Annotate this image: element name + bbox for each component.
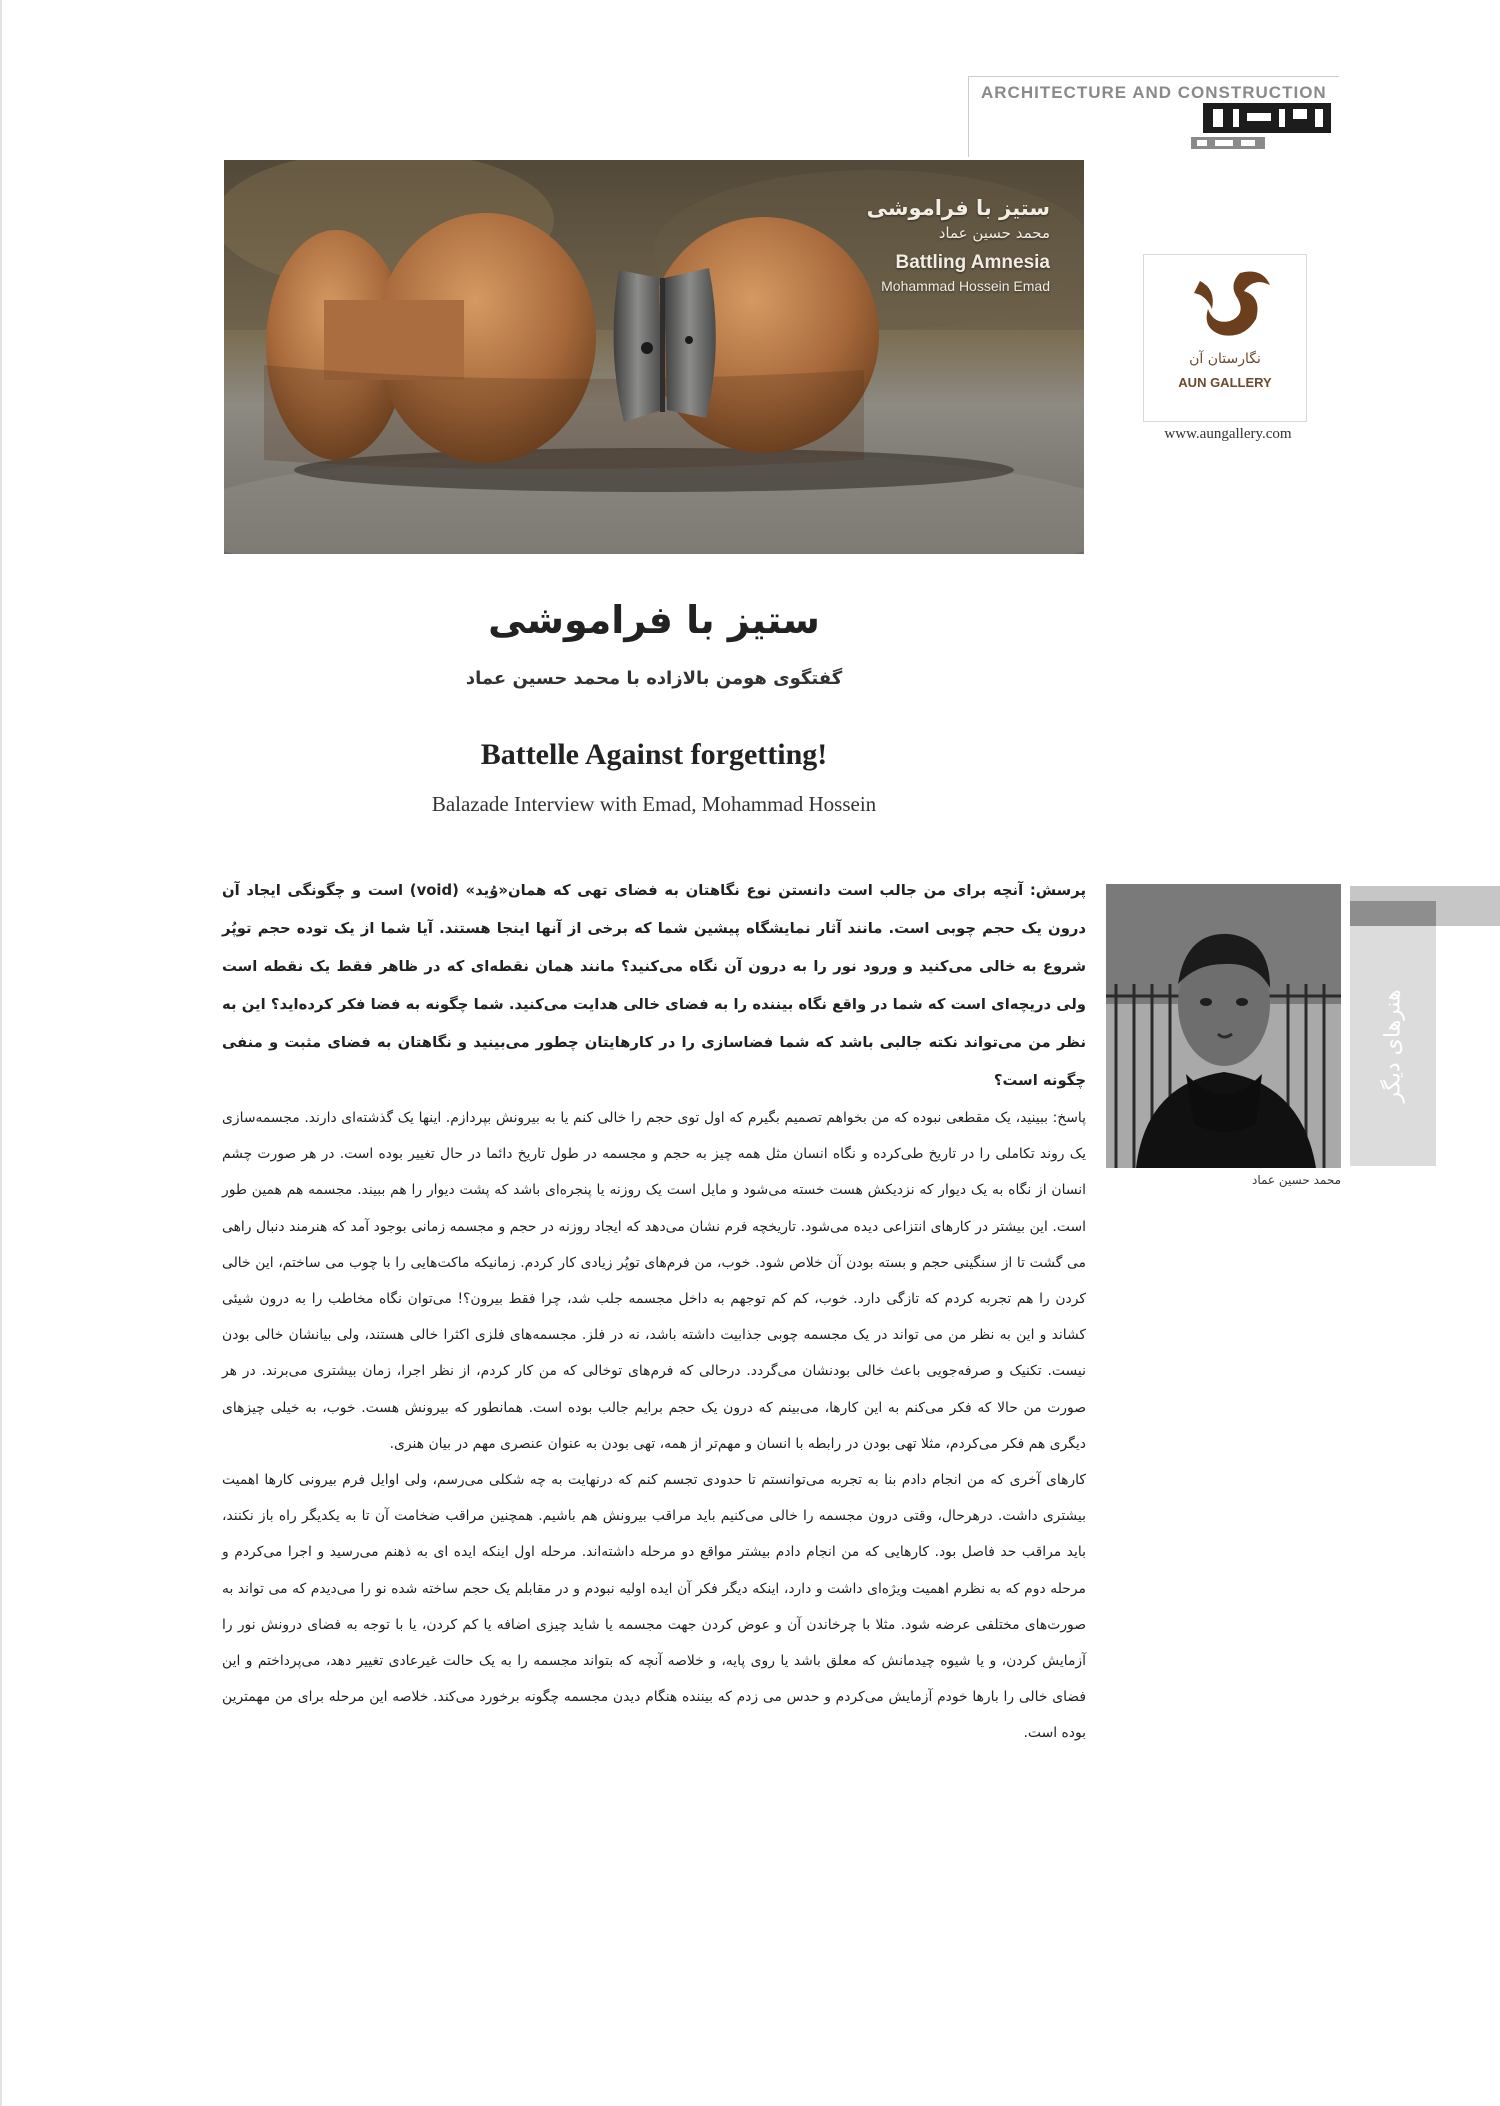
interview-answer-paragraph-2: کارهای آخری که من انجام دادم بنا به تجربه می‌توانستم تا حدودی تجسم کنم که درنهایت به چه شکلی می‌رسم، ولی اوایل فرم بیرونی کارها اهمیت بیشتری داشت. درهرحال، وقتی درون مجسمه را خالی می‌کنیم باید مراقب بیرونش هم باشیم. همچنین مراقب ضخامت آن تا به یکدیگر راه باز نکنند، باید مراقب حد فاصل بود. کارهایی که من انجام دادم بیشتر مواقع دو مرحله داشته‌اند. مرحله اول اینکه ایده ای به ذهنم می‌رسید و اجرا می‌کردم و مرحله دوم که به نظرم اهمیت ویژه‌ای داشت و دارد، اینکه دیگر فکر آن ایده اولیه نبودم و در مقابلم یک حجم ساخته شده نو را می‌دیدم که می تواند به صورت‌های مختلفی عرضه شود. مثلا با چرخاندن آن و عوض کردن جهت مجسمه یا شاید چیزی اضافه یا کم کردن، یا با توجه به فضای درونش نور را آزمایش کردن، و یا شیوه چیدمانش که معلق باشد یا روی پایه، و خلاصه آنچه که بتواند مجسمه را به یک حالت غیرعادی تغییر دهد، می‌پرداختم و این فضای خالی را بارها خودم آزمایش می‌کردم و حدس می زدم که بیننده هنگام دیدن مجسمه چگونه برخورد می‌کند. خلاصه این مرحله برای من مهمترین بوده است. <box>222 1472 1086 1742</box>
article-title-fa: ستیز با فراموشی <box>488 598 820 642</box>
gallery-name-fa: نگارستان آن <box>1189 351 1261 367</box>
section-tab-label: هنرهای دیگر <box>1380 989 1406 1103</box>
hero-caption-title-fa: ستیز با فراموشی <box>866 196 1050 220</box>
hero-caption-artist-en: Mohammad Hossein Emad <box>881 278 1050 294</box>
masthead-english-title: ARCHITECTURE AND CONSTRUCTION <box>981 83 1327 102</box>
hero-caption-artist-fa: محمد حسین عماد <box>938 224 1050 242</box>
article-title-en: Battelle Against forgetting! <box>480 738 828 771</box>
page-edge <box>0 0 2 2106</box>
section-tab-accent <box>1350 901 1436 926</box>
hero-caption-title-en: Battling Amnesia <box>895 252 1050 273</box>
portrait-illustration <box>1106 884 1341 1168</box>
article-body <box>222 872 1086 1752</box>
article-subtitle-en: Balazade Interview with Emad, Mohammad Hossein <box>431 792 877 816</box>
hero-photo <box>224 160 1084 554</box>
gallery-logo <box>1143 254 1307 422</box>
portrait-caption: محمد حسین عماد <box>1251 1173 1341 1187</box>
interview-answer-paragraph-1: پاسخ: ببینید، یک مقطعی نبوده که من بخواهم تصمیم بگیرم که اول توی حجم را خالی کنم یا به بیرونش بپردازم. اینها یک گذشته‌ای دارند. مجسمه‌سازی یک روند تکاملی را در تاریخ طی‌کرده و نگاه انسان مثل همه چیز به حجم و مجسمه در طول تاریخ دائما در حال تغییر بوده است. در هر صورت چشم انسان از نگاه به یک دیوار که نزدیکش هست خسته می‌شود و مایل است یک روزنه یا پنجره‌ای باشد که پشت دیوار را هم ببیند. مجسمه هم همین طور است. این بیشتر در کارهای انتزاعی دیده می‌شود. تاریخچه فرم نشان می‌دهد که ایجاد روزنه در حجم و مجسمه زمانی بوجود آمد که هنرمند دنبال راهی می گشت تا از سنگینی حجم و بسته بودن آن خلاص شود. خوب، من فرم‌های توپُر زیادی کار کردم. زمانیکه ماکت‌هایی را با چوب می ساختم، این خالی کردن را هم تجربه کردم که تازگی دارد. خوب، کم کم توجهم به داخل مجسمه جلب شد، چرا فقط بیرون؟! می‌توان نگاه مخاطب را به درون شیئی کشاند و این به نظر من می تواند در یک مجسمه چوبی جذابیت داشته باشد، نه در فلز. مجسمه‌های فلزی اکثرا خالی هستند، ولی بیانشان خالی بودن نیست. تکنیک و صرفه‌جویی باعث خالی بودنشان می‌گردد. درحالی که فرم‌های توخالی که من کار کردم، از نظر اجرا، زمان بیشتری می‌برند. در هر صورت من حالا که فکر می‌کنم به این کارها، می‌بینم که درون یک حجم برایم جالب بوده است. همانطور که بیرونش هست. خوب، به خیلی چیزهای دیگری هم فکر می‌کردم، مثلا تهی بودن در رابطه با انسان و مهم‌تر از همه، تهی بودن به عنوان عنصری مهم در بیان هنری. <box>222 1110 1086 1452</box>
gallery-name-en: AUN GALLERY <box>1178 375 1272 390</box>
gallery-emblem-icon <box>1144 255 1306 351</box>
magazine-logo <box>1189 101 1337 157</box>
interview-question: پرسش: آنچه برای من جالب است دانستن نوع نگاهتان به فضای تهی که همان«وُید» (void) است و چگونگی ایجاد آن درون یک حجم چوبی است. مانند آثار نمایشگاه پیشین شما که برخی از آنها اینجا هستند. آیا شما از یک توده حجم توپُر شروع به خالی می‌کنید و ورود نور را به درون آن نگاه می‌کنید؟ مانند همان نقطه‌ای که در ظاهر فقط یک نقطه است ولی دریچه‌ای است که شما در واقع نگاه بیننده را به فضای خالی هدایت می‌کنید. شما چگونه به فضا فکر کرده‌اید؟ این به نظر من می‌تواند نکته جالبی باشد که شما فضاسازی را در کارهایتان چطور می‌بینید و نگاهتان به فضای مثبت و منفی چگونه است؟ <box>222 882 1086 1089</box>
artist-portrait-photo <box>1106 884 1341 1168</box>
magazine-masthead <box>968 76 1339 157</box>
gallery-website-link[interactable]: www.aungallery.com <box>1164 426 1292 442</box>
section-tab <box>1350 926 1436 1166</box>
article-subtitle-fa: گفتگوی هومن بالازاده با محمد حسین عماد <box>465 668 843 689</box>
